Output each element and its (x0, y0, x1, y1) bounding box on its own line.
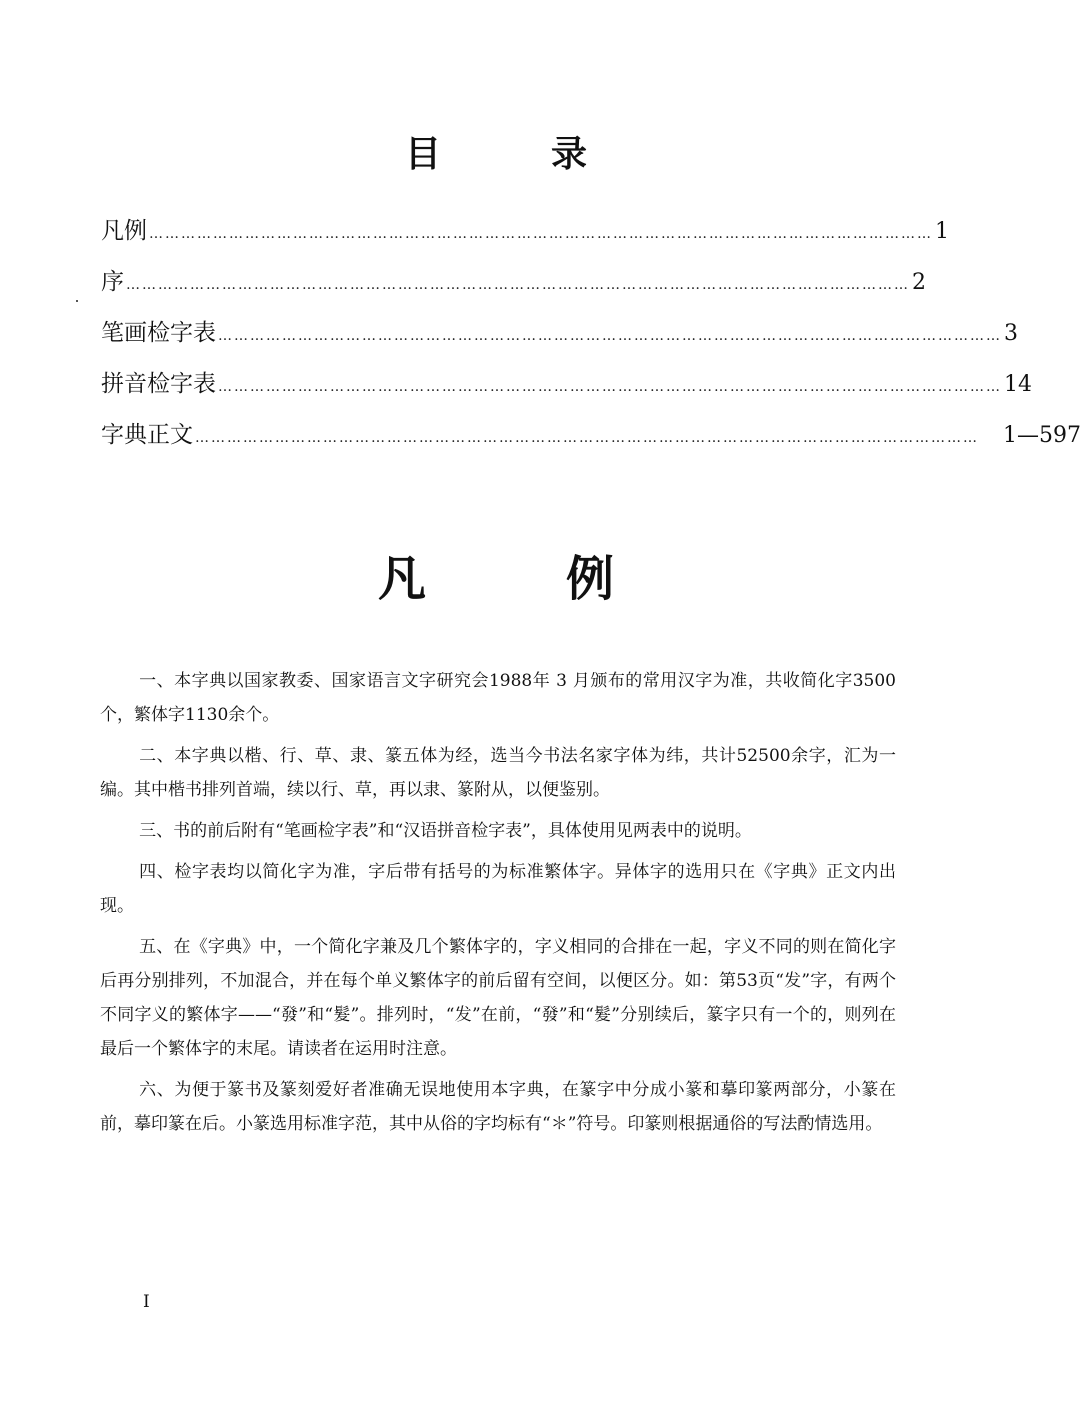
toc-entry-label: 笔画检字表 (101, 320, 216, 346)
notes-paragraph: 四、检字表均以简化字为准，字后带有括号的为标准繁体字。异体字的选用只在《字典》正文内出现。 (100, 862, 896, 916)
toc-entry-label: 序 (101, 269, 124, 295)
notes-paragraph: 五、在《字典》中，一个简化字兼及几个繁体字的，字义相同的合排在一起，字义不同的则在简化字后再分别排列，不加混合，并在每个单义繁体字的前后留有空间，以便区分。如：第53页“发”字，有两个不同字义的繁体字——“發”和“髮”。排列时，“发”在前，“發”和“髮”分别续后，篆字只有一个的，则列在最后一个繁体字的末尾。请读者在运用时注意。 (100, 937, 896, 1059)
leader-dots: ………………………………………………………………………………………………………………………………… (218, 379, 1002, 395)
scan-speck (76, 300, 78, 302)
notes-title: 凡例 (377, 551, 754, 607)
notes-paragraph: 三、书的前后附有“笔画检字表”和“汉语拼音检字表”，具体使用见两表中的说明。 (139, 821, 752, 841)
toc-entry[interactable] (101, 212, 949, 263)
leader-dots: ………………………………………………………………………………………………………………………………… (218, 328, 1002, 344)
toc-title: 目录 (404, 134, 697, 175)
leader-dots: ………………………………………………………………………………………………………………………………… (126, 277, 910, 293)
table-of-contents (101, 212, 1081, 467)
toc-entry[interactable] (101, 263, 926, 314)
toc-entry[interactable] (101, 314, 1018, 365)
toc-entry-label: 拼音检字表 (101, 371, 216, 397)
toc-entry-page: 3 (1004, 321, 1018, 346)
toc-entry-page: 1 (935, 219, 949, 244)
leader-dots: ………………………………………………………………………………………………………………………………… (149, 226, 933, 242)
toc-entry-label: 字典正文 (101, 422, 193, 448)
page-number: I (143, 1292, 150, 1312)
toc-entry-page: 14 (1004, 372, 1032, 397)
toc-entry[interactable] (101, 365, 1032, 416)
toc-entry-label: 凡例 (101, 218, 147, 244)
toc-entry[interactable] (101, 416, 1081, 467)
toc-entry-page: 1—597 (1003, 423, 1081, 448)
notes-body (100, 664, 896, 1148)
notes-paragraph: 六、为便于篆书及篆刻爱好者准确无误地使用本字典，在篆字中分成小篆和摹印篆两部分，小篆在前，摹印篆在后。小篆选用标准字范，其中从俗的字均标有“＊”符号。印篆则根据通俗的写法酌情选用。 (100, 1080, 896, 1134)
notes-paragraph: 二、本字典以楷、行、草、隶、篆五体为经，选当今书法名家字体为纬，共计52500余字，汇为一编。其中楷书排列首端，续以行、草，再以隶、篆附从，以便鉴别。 (100, 746, 896, 800)
notes-paragraph: 一、本字典以国家教委、国家语言文字研究会1988年 3 月颁布的常用汉字为准，共收简化字3500个，繁体字1130余个。 (100, 671, 896, 725)
toc-entry-page: 2 (912, 270, 926, 295)
leader-dots: ………………………………………………………………………………………………………………………………… (195, 430, 979, 446)
